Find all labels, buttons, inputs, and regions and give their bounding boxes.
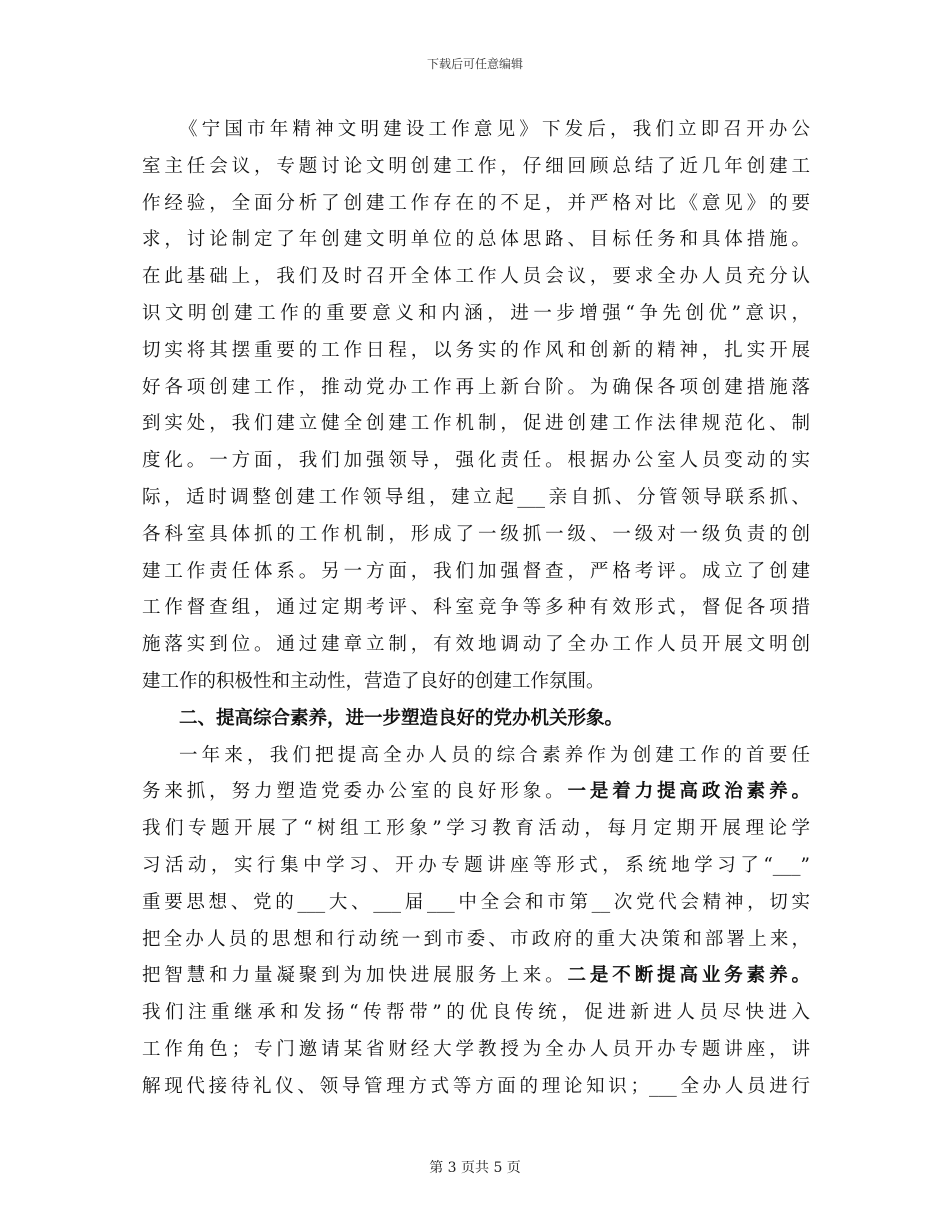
- paragraph-line: 求，讨论制定了年创建文明单位的总体思路、目标任务和具体措施。: [142, 229, 810, 251]
- page-number: 第 3 页共 5 页: [429, 1160, 521, 1176]
- header-note: 下载后可任意编辑: [426, 57, 523, 71]
- paragraph-text: 把智慧和力量凝聚到为加快进展服务上来。: [142, 965, 568, 987]
- paragraph-line: 一年来，我们把提高全办人员的综合素养作为创建工作的首要任: [179, 744, 810, 766]
- paragraph-line: 习活动，实行集中学习、开办专题讲座等形式，系统地学习了“___”: [142, 854, 810, 876]
- section-heading: 二、提高综合素养，进一步塑造良好的党办机关形象。: [179, 707, 624, 729]
- paragraph-line: 建工作责任体系。另一方面，我们加强督查，严格考评。成立了创建: [142, 560, 810, 582]
- paragraph-line: 作经验，全面分析了创建工作存在的不足，并严格对比《意见》的要: [142, 192, 810, 214]
- paragraph-line: 我们注重继承和发扬“传帮带”的优良传统，促进新进人员尽快进入: [142, 1002, 810, 1024]
- paragraph-line: 我们专题开展了“树组工形象”学习教育活动，每月定期开展理论学: [142, 818, 810, 840]
- paragraph-line: 切实将其摆重要的工作日程，以务实的作风和创新的精神，扎实开展: [142, 339, 810, 361]
- bold-emphasis: 一是着力提高政治素养。: [567, 781, 810, 803]
- paragraph-line: 施落实到位。通过建章立制，有效地调动了全办工作人员开展文明创: [142, 634, 810, 656]
- bold-emphasis: 二是不断提高业务素养。: [567, 965, 810, 987]
- paragraph-line: [142, 774, 810, 811]
- paragraph-line: 好各项创建工作，推动党办工作再上新台阶。为确保各项创建措施落: [142, 376, 810, 398]
- paragraph-line: 识文明创建工作的重要意义和内涵，进一步增强“争先创优”意识，: [142, 302, 810, 324]
- paragraph-text: 务来抓，努力塑造党委办公室的良好形象。: [142, 781, 568, 803]
- paragraph-line: 解现代接待礼仪、领导管理方式等方面的理论知识；___全办人员进行: [142, 1075, 810, 1097]
- paragraph-line: 到实处，我们建立健全创建工作机制，促进创建工作法律规范化、制: [142, 413, 810, 435]
- paragraph-line: 重要思想、党的___大、___届___中全会和市第__次党代会精神，切实: [142, 891, 810, 913]
- paragraph-line: 在此基础上，我们及时召开全体工作人员会议，要求全办人员充分认: [142, 266, 810, 288]
- paragraph-line: 建工作的积极性和主动性，营造了良好的创建工作氛围。: [142, 670, 605, 692]
- paragraph-line: 室主任会议，专题讨论文明创建工作，仔细回顾总结了近几年创建工: [142, 155, 810, 177]
- body-text: [142, 112, 810, 1106]
- paragraph-line: 《宁国市年精神文明建设工作意见》下发后，我们立即召开办公: [179, 119, 810, 140]
- paragraph-line: 际，适时调整创建工作领导组，建立起___亲自抓、分管领导联系抓、: [142, 486, 810, 508]
- paragraph-line: 工作督查组，通过定期考评、科室竞争等多种有效形式，督促各项措: [142, 597, 810, 619]
- paragraph-line: 度化。一方面，我们加强领导，强化责任。根据办公室人员变动的实: [142, 450, 810, 472]
- paragraph-line: 工作角色；专门邀请某省财经大学教授为全办人员开办专题讲座，讲: [142, 1038, 810, 1060]
- paragraph-line: [142, 958, 810, 995]
- paragraph-line: 各科室具体抓的工作机制，形成了一级抓一级、一级对一级负责的创: [142, 523, 810, 545]
- paragraph-line: 把全办人员的思想和行动统一到市委、市政府的重大决策和部署上来，: [142, 928, 810, 950]
